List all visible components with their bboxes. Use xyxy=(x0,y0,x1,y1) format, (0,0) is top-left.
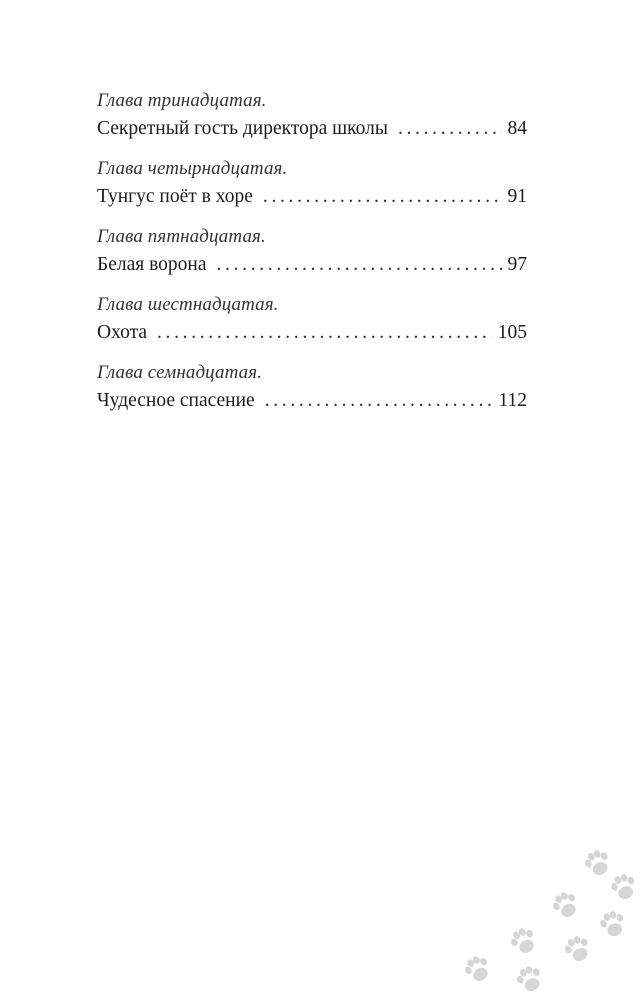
page-number: 97 xyxy=(507,254,527,275)
page-number: 84 xyxy=(507,118,527,139)
table-of-contents xyxy=(97,87,527,427)
dot-leader xyxy=(157,318,492,347)
chapter-line[interactable] xyxy=(97,386,527,415)
toc-entry-13 xyxy=(97,87,527,143)
chapter-title: Тунгус поёт в хоре xyxy=(97,186,253,207)
paw-print-icon xyxy=(608,871,639,902)
paw-print-icon xyxy=(597,908,628,939)
page-number: 112 xyxy=(498,390,527,411)
dot-leader xyxy=(398,114,502,143)
chapter-label: Глава пятнадцатая. xyxy=(97,226,266,247)
paw-print-icon xyxy=(549,888,582,921)
paw-print-icon xyxy=(507,924,540,957)
page-number: 105 xyxy=(497,322,527,343)
chapter-title: Белая ворона xyxy=(97,254,207,275)
chapter-label: Глава четырнадцатая. xyxy=(97,158,288,179)
chapter-title: Чудесное спасение xyxy=(97,390,255,411)
dot-leader xyxy=(265,386,493,415)
toc-entry-16 xyxy=(97,291,527,347)
paw-print-icon xyxy=(461,952,494,985)
chapter-label: Глава тринадцатая. xyxy=(97,90,267,111)
chapter-title: Охота xyxy=(97,322,147,343)
chapter-label: Глава семнадцатая. xyxy=(97,362,263,383)
chapter-title: Секретный гость директора школы xyxy=(97,118,388,139)
page-number: 91 xyxy=(507,186,527,207)
dot-leader xyxy=(217,250,502,279)
paw-print-icon xyxy=(562,933,594,965)
chapter-line[interactable] xyxy=(97,182,527,211)
paw-print-icon xyxy=(582,847,614,879)
chapter-line[interactable] xyxy=(97,318,527,347)
toc-entry-15 xyxy=(97,223,527,279)
paw-prints-decoration xyxy=(440,830,640,1000)
paw-print-icon xyxy=(514,963,546,995)
toc-entry-17 xyxy=(97,359,527,415)
toc-entry-14 xyxy=(97,155,527,211)
chapter-label: Глава шестнадцатая. xyxy=(97,294,279,315)
chapter-line[interactable] xyxy=(97,114,527,143)
chapter-line[interactable] xyxy=(97,250,527,279)
dot-leader xyxy=(263,182,502,211)
